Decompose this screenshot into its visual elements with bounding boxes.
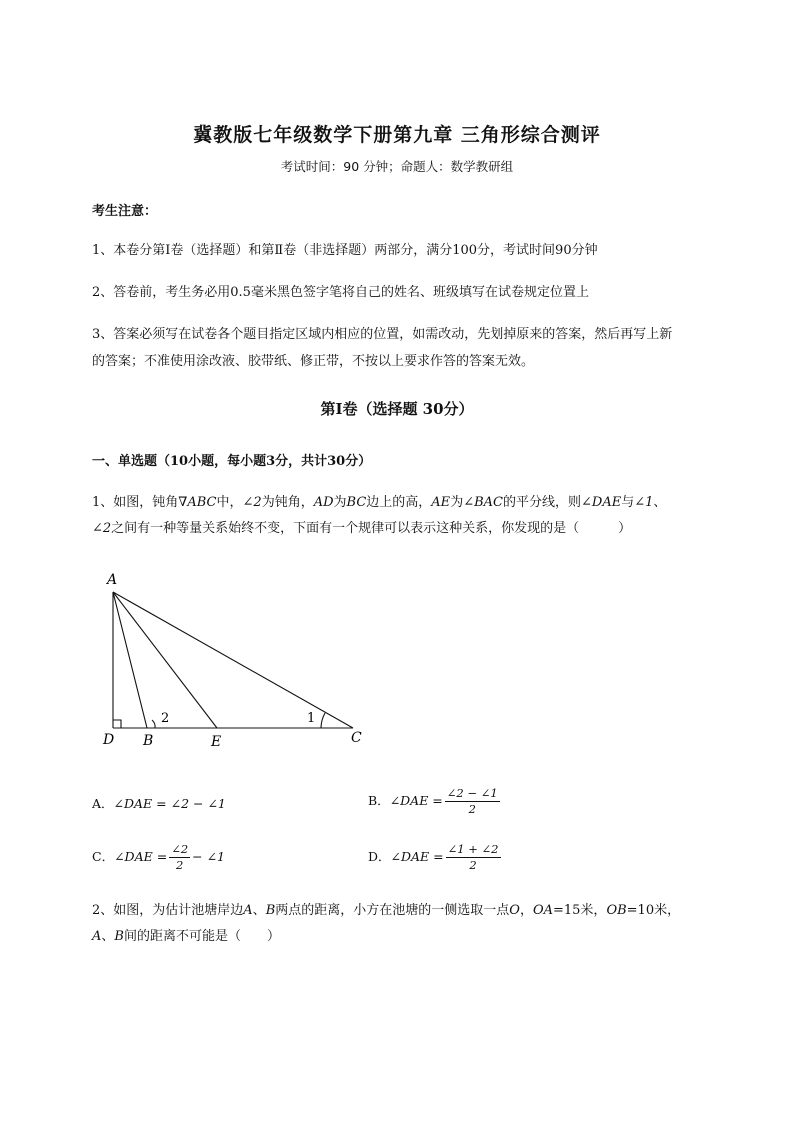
q2-text: 间的距离不可能是（ ） xyxy=(123,929,280,944)
section-title: 第Ⅰ卷（选择题 30分） xyxy=(320,400,474,418)
notice-item-3-line2: 的答案；不准使用涂改液、胶带纸、修正带，不按以上要求作答的答案无效。 xyxy=(92,354,535,369)
label-B: B xyxy=(143,733,154,748)
exam-info: 考试时间：90 分钟；命题人：数学教研组 xyxy=(280,159,514,174)
angle-2-arc xyxy=(152,720,155,728)
q2-text: 、 xyxy=(101,929,115,944)
q1-line-2 xyxy=(92,514,631,543)
q1-text: 为 xyxy=(333,495,347,510)
right-angle-mark xyxy=(113,720,121,728)
q2-text: ， xyxy=(519,903,533,918)
option-d-lhs: ∠DAE = xyxy=(390,849,444,864)
angle-1-arc xyxy=(321,713,325,728)
q2-text: 两点的距离，小方在池塘的一侧选取一点 xyxy=(275,903,510,918)
label-A: A xyxy=(107,572,118,588)
q1-text: 1、如图，钝角 xyxy=(92,495,179,510)
q1-math: BC xyxy=(346,495,367,510)
option-b-fraction xyxy=(445,786,500,817)
label-D: D xyxy=(103,732,115,748)
q1-math: AD xyxy=(313,495,334,510)
q2-text: 、 xyxy=(252,903,266,918)
q2-math: OB xyxy=(606,903,627,918)
option-c[interactable] xyxy=(92,842,225,873)
label-angle-2: 2 xyxy=(161,711,170,726)
option-b-label: B． xyxy=(368,793,390,808)
option-b-denominator: 2 xyxy=(468,802,476,816)
label-angle-1: 1 xyxy=(307,711,316,726)
q1-math: AE xyxy=(431,495,451,510)
q2-math: OA xyxy=(532,903,553,918)
q1-text: 为 xyxy=(450,495,464,510)
q2-text: =10米， xyxy=(626,903,681,918)
q1-math: ∠DAE xyxy=(581,495,622,510)
q1-math: ∠2 xyxy=(242,495,262,510)
side-AB xyxy=(113,592,147,728)
option-c-label: C． xyxy=(92,849,115,864)
notice-item-3-line1: 3、答案必须写在试卷各个题目指定区域内相应的位置，如需改动，先划掉原来的答案，然后再写上新 xyxy=(92,327,673,342)
triangle-figure xyxy=(95,568,375,748)
option-b-numerator: ∠2 − ∠1 xyxy=(446,786,498,800)
q2-math: O xyxy=(509,903,520,918)
option-c-denominator: 2 xyxy=(176,858,184,872)
q1-math: ∇ABC xyxy=(178,495,217,510)
notice-heading: 考生注意： xyxy=(92,204,158,219)
q2-math: A xyxy=(92,929,102,944)
option-a[interactable] xyxy=(92,794,226,812)
q2-text: 2、如图，为估计池塘岸边 xyxy=(92,903,244,918)
part-heading: 一、单选题（10小题，每小题3分，共计30分） xyxy=(92,454,372,469)
option-c-numerator: ∠2 xyxy=(171,842,189,856)
option-d-denominator: 2 xyxy=(469,858,477,872)
q2-math: B xyxy=(114,929,124,944)
q2-math: A xyxy=(243,903,253,918)
option-c-lhs: ∠DAE = xyxy=(114,849,168,864)
option-c-tail: − ∠1 xyxy=(192,849,226,864)
q1-math: ∠2 xyxy=(92,521,112,536)
q1-text: 、 xyxy=(653,495,667,510)
notice-item-1: 1、本卷分第Ⅰ卷（选择题）和第Ⅱ卷（非选择题）两部分，满分100分，考试时间90分钟 xyxy=(92,243,598,258)
q2-line-1 xyxy=(92,896,680,925)
q1-text: 为钝角， xyxy=(261,495,314,510)
option-d-label: D． xyxy=(368,849,391,864)
option-c-fraction xyxy=(169,842,190,873)
q1-text: 的平分线，则 xyxy=(502,495,581,510)
q1-text: 与 xyxy=(621,495,635,510)
option-d-numerator: ∠1 + ∠2 xyxy=(447,842,499,856)
label-C: C xyxy=(351,730,362,746)
notice-item-2: 2、答卷前，考生务必用0.5毫米黑色签字笔将自己的姓名、班级填写在试卷规定位置上 xyxy=(92,285,589,300)
q1-text: 中， xyxy=(216,495,243,510)
page-title: 冀教版七年级数学下册第九章 三角形综合测评 xyxy=(193,124,601,146)
q2-text: =15米， xyxy=(553,903,607,918)
q1-line-1 xyxy=(92,488,666,517)
option-a-label: A． xyxy=(92,796,114,811)
option-a-expr: ∠DAE = ∠2 − ∠1 xyxy=(113,796,226,811)
q1-math: ∠BAC xyxy=(463,495,503,510)
q1-text: 之间有一种等量关系始终不变，下面有一个规律可以表示这种关系，你发现的是（ ） xyxy=(111,521,632,536)
q2-line-2 xyxy=(92,922,280,951)
option-b[interactable] xyxy=(368,786,502,817)
bisector-AE xyxy=(113,592,217,728)
label-E: E xyxy=(211,734,222,748)
q2-math: B xyxy=(265,903,276,918)
side-AC xyxy=(113,592,353,728)
q1-math: ∠1 xyxy=(634,495,654,510)
option-b-lhs: ∠DAE = xyxy=(389,793,443,808)
q1-text: 边上的高， xyxy=(366,495,432,510)
option-d-fraction xyxy=(446,842,501,873)
option-d[interactable] xyxy=(368,842,503,873)
